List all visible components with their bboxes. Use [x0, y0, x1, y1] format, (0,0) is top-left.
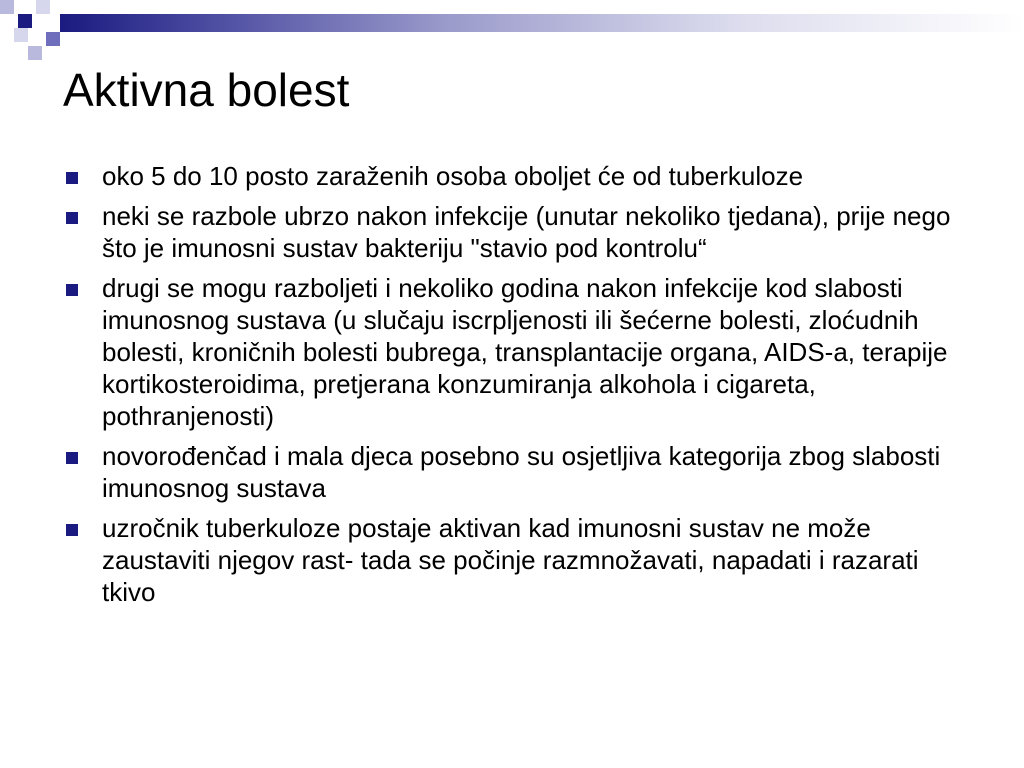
square-bullet-icon	[66, 212, 78, 224]
decor-square-pale-2	[14, 28, 28, 42]
bullet-text: oko 5 do 10 posto zaraženih osoba oboljet će od tuberkuloze	[102, 161, 804, 191]
decor-square-light	[0, 0, 14, 14]
square-bullet-icon	[66, 452, 78, 464]
list-item	[62, 512, 962, 608]
decor-square-mid	[46, 32, 60, 46]
header-decoration	[0, 0, 1024, 64]
list-item	[62, 160, 962, 192]
header-gradient-bar	[60, 14, 1024, 32]
decor-square-light-2	[28, 46, 42, 60]
list-item	[62, 440, 962, 504]
square-bullet-icon	[66, 524, 78, 536]
decor-square-pale	[36, 0, 50, 14]
slide-title: Aktivna bolest	[63, 64, 350, 116]
bullet-text: neki se razbole ubrzo nakon infekcije (unutar nekoliko tjedana), prije nego što je imunosni sustav bakteriju "stavio pod kontrolu“	[102, 201, 951, 263]
bullet-text: drugi se mogu razboljeti i nekoliko godina nakon infekcije kod slabosti imunosnog sustava (u slučaju iscrpljenosti ili šećerne bolesti, zloćudnih bolesti, kroničnih bolesti bubrega, transplantacije organa, AIDS-a, terapije kortikosteroidima, pretjerana konzumiranja alkohola i cigareta, pothranjenosti)	[102, 273, 948, 431]
list-item	[62, 200, 962, 264]
list-item	[62, 272, 962, 432]
bullet-text: novorođenčad i mala djeca posebno su osjetljiva kategorija zbog slabosti imunosnog sustava	[102, 441, 941, 503]
bullet-list	[62, 160, 962, 616]
decor-square-navy	[18, 14, 32, 28]
square-bullet-icon	[66, 284, 78, 296]
bullet-text: uzročnik tuberkuloze postaje aktivan kad imunosni sustav ne može zaustaviti njegov rast- tada se počinje razmnožavati, napadati i razarati tkivo	[102, 513, 919, 607]
square-bullet-icon	[66, 172, 78, 184]
